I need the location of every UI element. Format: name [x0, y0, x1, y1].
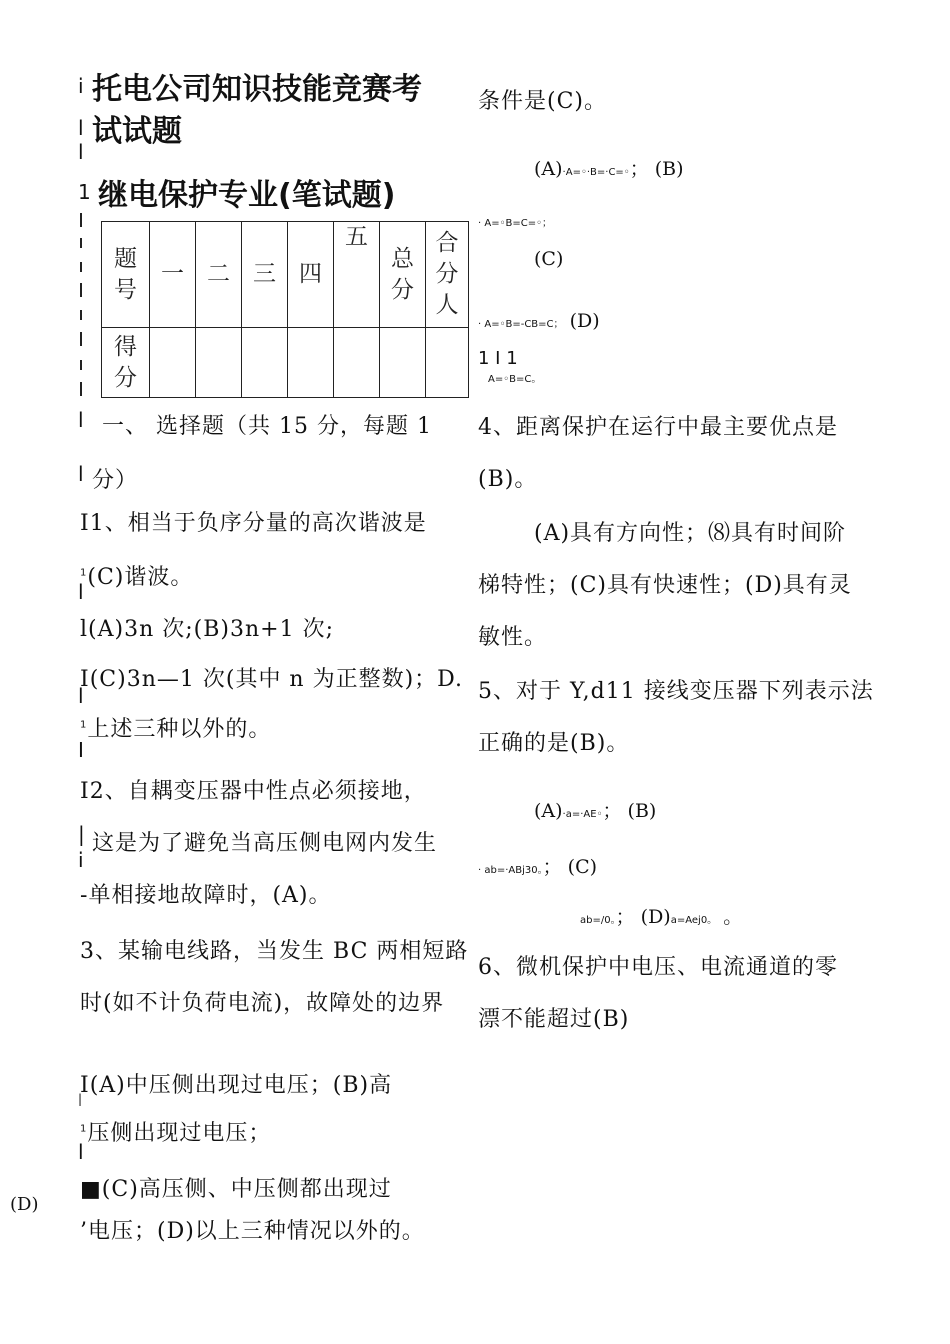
margin-mark: -: [80, 883, 89, 908]
margin-mark: I: [80, 1073, 90, 1098]
question-2-options: $^1$压侧出现过电压；: [80, 1121, 272, 1146]
margin-dash: [80, 382, 82, 396]
question-2: I2、自耦变压器中性点必须接地，: [80, 779, 427, 804]
margin-mark: l: [78, 140, 84, 164]
question-6: 6、微机保护中电压、电流通道的零: [478, 955, 838, 980]
question-2-options: ’电压；(D)以上三种情况以外的。: [80, 1219, 425, 1244]
margin-mark: i: [78, 848, 84, 872]
margin-mark: 1: [80, 567, 88, 579]
margin-mark: l: [78, 580, 84, 604]
question-4: 4、距离保护在运行中最主要优点是: [478, 415, 838, 440]
question-5-option-a: (A)·a=·AE◦； (B): [534, 800, 657, 822]
question-2-options: ■(C)高压侧、中压侧都出现过: [80, 1177, 392, 1202]
margin-dash: [80, 238, 82, 248]
title-line-1: 托电公司知识技能竞赛考: [92, 72, 422, 107]
question-3-option-d-formula-top: 1 I 1: [478, 348, 518, 369]
question-5: 5、对于 Y,d11 接线变压器下列表示法: [478, 679, 874, 704]
margin-mark: I: [78, 738, 84, 762]
header-cell: 一: [150, 222, 196, 328]
question-1-answer: $^1$(C)谐波。: [80, 565, 194, 590]
margin-dash: [80, 262, 82, 272]
header-cell: 题 号: [102, 222, 150, 328]
margin-mark: 1: [80, 719, 88, 731]
question-4-options: 敏性。: [478, 625, 548, 650]
margin-dash: [80, 360, 82, 370]
question-2-options: I(A)中压侧出现过电压；(B)高: [80, 1073, 393, 1098]
score-cell: [334, 328, 380, 398]
question-2-cont: -单相接地故障时，(A)。: [80, 883, 332, 908]
question-2-cont: 这是为了避免当高压侧电网内发生: [92, 831, 438, 856]
title-line-3: 继电保护专业(笔试题): [98, 178, 396, 213]
section-heading-cont: 分）: [92, 468, 139, 493]
header-cell: 总 分: [380, 222, 426, 328]
header-cell: 合 分 人: [426, 222, 469, 328]
header-cell: 三: [242, 222, 288, 328]
question-3-option-b-formula: · A=◦B=C=◦；: [478, 218, 552, 229]
score-cell: [196, 328, 242, 398]
question-3: 3、某输电线路，当发生 BC 两相短路: [80, 939, 469, 964]
row-label-cell: 得 分: [102, 328, 150, 398]
header-cell: 二: [196, 222, 242, 328]
question-5-option-c: ab=/0。； (D)a=Aej0。 。: [580, 906, 743, 928]
question-3-cont: 条件是(C)。: [478, 89, 607, 114]
margin-mark: I: [80, 779, 90, 804]
margin-mark: ’: [80, 1219, 88, 1244]
score-table: [101, 221, 469, 398]
margin-dash: [80, 310, 82, 320]
margin-mark: i: [78, 74, 84, 98]
margin-mark: l: [78, 408, 84, 432]
question-1-options: l(A)3n 次;(B)3n+1 次;: [80, 617, 335, 642]
far-left-label: (D): [10, 1194, 39, 1215]
score-cell: [426, 328, 469, 398]
margin-mark: 1: [80, 1123, 88, 1135]
score-cell: [288, 328, 334, 398]
margin-mark: I: [80, 667, 90, 692]
question-3-option-cd: · A=◦B=-CB=C； (D): [478, 310, 600, 332]
question-4-options: 梯特性；(C)具有快速性；(D)具有灵: [478, 573, 852, 598]
score-cell: [150, 328, 196, 398]
question-3-option-d-formula-bottom: A=◦B=C。: [488, 374, 542, 385]
margin-mark: |: [78, 822, 85, 846]
question-5-cont: 正确的是(B)。: [478, 731, 630, 756]
header-cell: 四: [288, 222, 334, 328]
margin-dash: [80, 283, 82, 297]
question-1-option-d: $^1$上述三种以外的。: [80, 717, 272, 742]
margin-mark: l: [78, 1140, 84, 1164]
question-1-options: I(C)3n—1 次(其中 n 为正整数)；D.: [80, 667, 464, 692]
header-cell: 五: [334, 222, 380, 328]
margin-mark: |: [78, 1092, 83, 1106]
question-1: I1、相当于负序分量的高次谐波是: [80, 511, 427, 536]
question-4-options: (A)具有方向性；⑻具有时间阶: [534, 521, 847, 546]
score-cell: [242, 328, 288, 398]
question-3-cont: 时(如不计负荷电流)，故障处的边界: [80, 991, 445, 1016]
margin-dash: [80, 332, 82, 346]
section-heading: 一、 选择题（共 15 分，每题 1: [102, 414, 432, 439]
question-3-option-c: (C): [534, 248, 564, 270]
question-5-option-b: · ab=·ABj30。； (C): [478, 856, 598, 878]
margin-dash: [80, 213, 82, 227]
question-6-cont: 漂不能超过(B): [478, 1007, 630, 1032]
margin-mark: l: [78, 684, 84, 708]
margin-mark: ■: [80, 1177, 102, 1202]
title-line-2: 试试题: [92, 114, 182, 149]
margin-mark: l: [80, 617, 89, 642]
margin-mark: l: [78, 462, 84, 486]
question-3-option-a: (A)·A=◦·B=·C=◦； (B): [534, 158, 684, 180]
question-4-cont: (B)。: [478, 467, 538, 492]
margin-mark: I: [80, 511, 90, 536]
margin-mark: 1: [78, 180, 91, 204]
margin-mark: l: [78, 116, 84, 140]
score-cell: [380, 328, 426, 398]
